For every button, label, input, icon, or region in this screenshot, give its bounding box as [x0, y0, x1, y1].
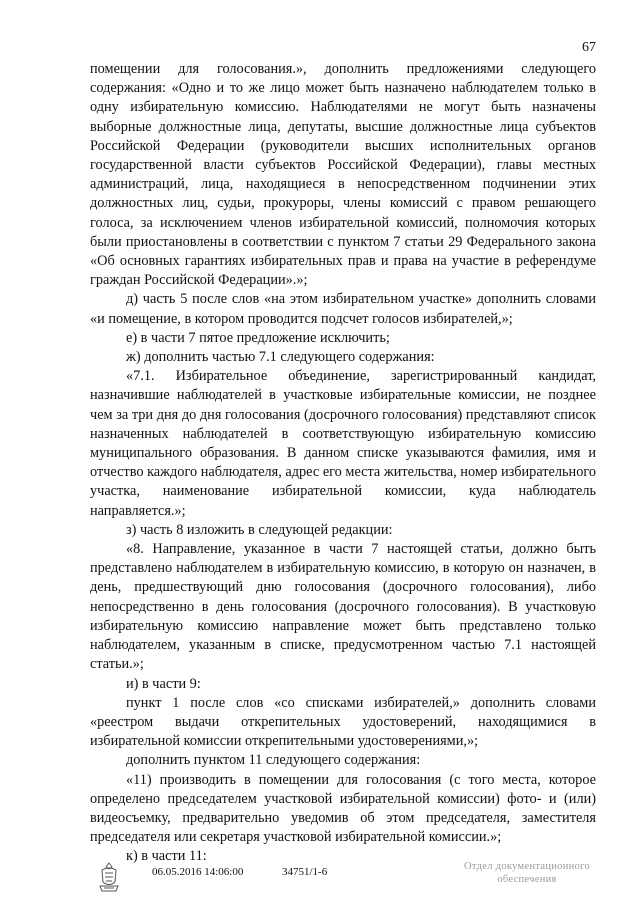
stamp-line-1: Отдел документационного: [463, 861, 591, 872]
stamp-line-2: обеспечения: [497, 874, 557, 885]
paragraph-item-d: д) часть 5 после слов «на этом избирательном участке» дополнить словами «и помещение, в котором проводится подсчет голосов избирателей,»;: [90, 291, 596, 327]
paragraph-item-zh: ж) дополнить частью 7.1 следующего содержания:: [126, 349, 435, 366]
paragraph-item-z: з) часть 8 изложить в следующей редакции:: [126, 521, 393, 538]
paragraph-item-k: к) в части 11:: [126, 848, 207, 865]
department-stamp: [452, 860, 602, 886]
paragraph-part-8: «8. Направление, указанное в части 7 настоящей статьи, должно быть представлено наблюдателем в избирательную комиссию, в которую он назначен, в день, предшествующий дню голосования (досрочного голосования), либо непосредственно в день голосования (досрочного голосования). В участковую избирательную комиссию направление может быть представлено только наблюдателем, указанным в списке, предусмотренном частью 7.1 настоящей статьи.»;: [90, 541, 596, 673]
paragraph-item-i: и) в части 9:: [126, 675, 201, 692]
footer-date: 06.05.2016 14:06:00: [152, 866, 244, 878]
paragraph-continuation: помещении для голосования.», дополнить предложениями следующего содержания: «Одно и то же лицо может быть назначено наблюдателем только в одну избирательную комиссию. Наблюдателями не могут быть назначены выборные должностные лица, депутаты, высшие должностные лица субъектов Российской Федерации (руководители высших исполнительных органов государственной власти субъектов Российской Федерации), главы местных администраций, лица, находящиеся в непосредственном подчинении этих должностных лиц, судьи, прокуроры, члены комиссий с правом решающего голоса, за исключением членов избирательной комиссий, полномочия которых были приостановлены в соответствии с пунктом 7 статьи 29 Федерального закона «Об основных гарантиях избирательных прав и права на участие в референдуме граждан Российской Федерации».»;: [90, 61, 596, 289]
paragraph-point-1: пункт 1 после слов «со списками избирателей,» дополнить словами «реестром выдачи открепительных удостоверений, находящимися в избирательной комиссии открепительными удостоверениями,»;: [90, 694, 596, 750]
page-number: 67: [582, 40, 596, 55]
paragraph-point-11: «11) производить в помещении для голосования (с того места, которое определено председателем участковой избирательной комиссии) фото- и (или) видеосъемку, предварительно уведомив об этом председателя, заместителя председателя или секретаря участковой избирательной комиссии.»;: [90, 771, 596, 846]
document-body: [90, 60, 596, 867]
emblem-icon: [96, 860, 122, 894]
paragraph-part-7-1: «7.1. Избирательное объединение, зарегистрированный кандидат, назначившие наблюдателей в участковые избирательные комиссии, не позднее чем за три дня до дня голосования (досрочного голосования) представляют список назначенных наблюдателей в соответствующую избирательную комиссию муниципального образования. В данном списке указываются фамилия, имя и отчество каждого наблюдателя, адрес его места жительства, номер избирательного участка, наименование избирательной комиссии, куда наблюдатель направляется.»;: [90, 368, 596, 519]
footer-document-code: 34751/1-6: [282, 866, 328, 878]
paragraph-item-e: е) в части 7 пятое предложение исключить;: [126, 329, 390, 346]
paragraph-add-point-11: дополнить пунктом 11 следующего содержания:: [126, 752, 421, 769]
page-footer: [96, 860, 606, 900]
